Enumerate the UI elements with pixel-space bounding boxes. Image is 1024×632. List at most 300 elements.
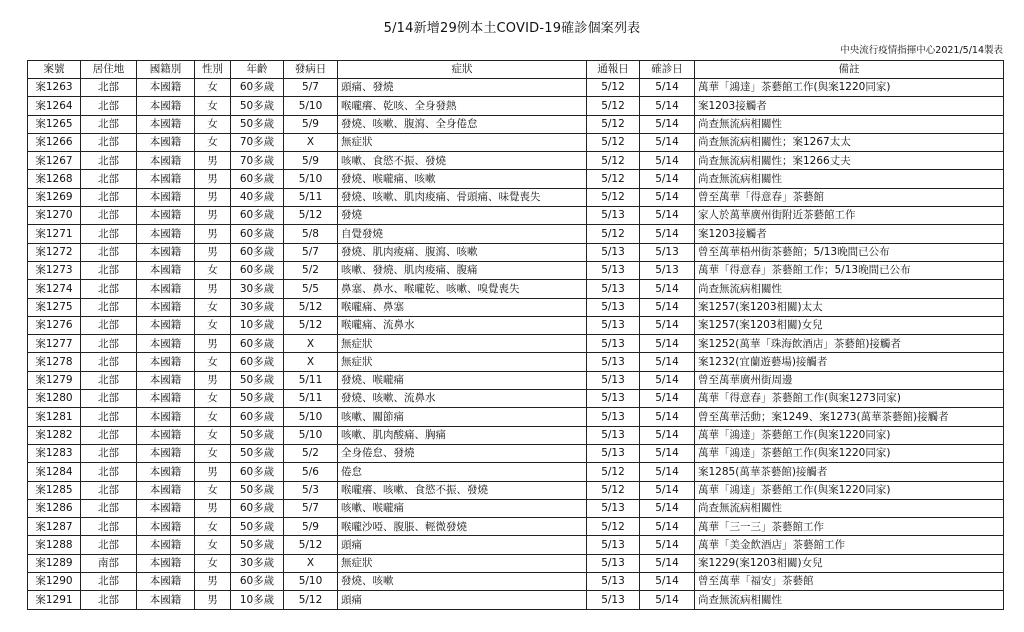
- cell-nationality: 本國籍: [137, 481, 195, 499]
- cell-sex: 男: [195, 573, 231, 591]
- column-header-nationality: 國籍別: [137, 61, 195, 79]
- table-row: [28, 152, 1004, 170]
- cell-remarks: 曾至萬華「福安」茶藝館: [695, 573, 1004, 591]
- table-row: [28, 444, 1004, 462]
- cell-sex: 女: [195, 390, 231, 408]
- cell-confirm-date: 5/14: [640, 554, 695, 572]
- cell-residence: 北部: [81, 573, 137, 591]
- table-row: [28, 518, 1004, 536]
- cell-onset-date: 5/7: [284, 243, 338, 261]
- cell-sex: 女: [195, 298, 231, 316]
- cell-remarks: 家人於萬華廣州街附近茶藝館工作: [695, 207, 1004, 225]
- cell-age: 50多歲: [231, 481, 284, 499]
- cell-residence: 北部: [81, 408, 137, 426]
- cell-sex: 男: [195, 207, 231, 225]
- cell-confirm-date: 5/14: [640, 444, 695, 462]
- cell-case-id: 案1269: [28, 188, 81, 206]
- cell-onset-date: 5/3: [284, 481, 338, 499]
- table-row: [28, 335, 1004, 353]
- cell-residence: 北部: [81, 444, 137, 462]
- cell-report-date: 5/12: [587, 133, 640, 151]
- cell-age: 30多歲: [231, 554, 284, 572]
- cell-report-date: 5/12: [587, 170, 640, 188]
- cell-nationality: 本國籍: [137, 188, 195, 206]
- cell-report-date: 5/12: [587, 463, 640, 481]
- table-row: [28, 280, 1004, 298]
- cell-symptoms: 咳嗽、關節痛: [338, 408, 587, 426]
- cell-report-date: 5/12: [587, 481, 640, 499]
- cell-onset-date: 5/10: [284, 426, 338, 444]
- cell-symptoms: 頭痛: [338, 536, 587, 554]
- cell-confirm-date: 5/13: [640, 243, 695, 261]
- cell-case-id: 案1280: [28, 390, 81, 408]
- cell-report-date: 5/13: [587, 426, 640, 444]
- cell-remarks: 曾至萬華梧州街茶藝館；5/13晚間已公布: [695, 243, 1004, 261]
- table-row: [28, 316, 1004, 334]
- cell-age: 60多歲: [231, 499, 284, 517]
- cell-age: 10多歲: [231, 591, 284, 609]
- cell-remarks: 案1229(案1203相關)女兒: [695, 554, 1004, 572]
- column-header-onset-date: 發病日: [284, 61, 338, 79]
- cell-remarks: 曾至萬華廣州街周邊: [695, 371, 1004, 389]
- column-header-age: 年齡: [231, 61, 284, 79]
- cell-remarks: 案1285(萬華茶藝館)接觸者: [695, 463, 1004, 481]
- cell-onset-date: 5/11: [284, 371, 338, 389]
- table-row: [28, 353, 1004, 371]
- cell-remarks: 曾至萬華活動；案1249、案1273(萬華茶藝館)接觸者: [695, 408, 1004, 426]
- cell-residence: 北部: [81, 536, 137, 554]
- cell-onset-date: 5/8: [284, 225, 338, 243]
- cell-symptoms: 喉嚨痛、流鼻水: [338, 316, 587, 334]
- cell-sex: 女: [195, 316, 231, 334]
- cell-symptoms: 發燒、咳嗽、肌肉痠痛、骨頭痛、味覺喪失: [338, 188, 587, 206]
- cell-confirm-date: 5/14: [640, 426, 695, 444]
- cell-age: 50多歲: [231, 390, 284, 408]
- cell-sex: 女: [195, 426, 231, 444]
- table-row: [28, 97, 1004, 115]
- cell-remarks: 萬華「鴻達」茶藝館工作(與案1220同家): [695, 444, 1004, 462]
- cell-confirm-date: 5/14: [640, 573, 695, 591]
- cell-age: 50多歲: [231, 97, 284, 115]
- cell-remarks: 萬華「得意春」茶藝館工作；5/13晚間已公布: [695, 261, 1004, 279]
- cell-remarks: 萬華「美金飲酒店」茶藝館工作: [695, 536, 1004, 554]
- cell-symptoms: 無症狀: [338, 335, 587, 353]
- cell-confirm-date: 5/14: [640, 225, 695, 243]
- cell-case-id: 案1286: [28, 499, 81, 517]
- cell-residence: 北部: [81, 426, 137, 444]
- cell-sex: 男: [195, 499, 231, 517]
- table-row: [28, 573, 1004, 591]
- cell-report-date: 5/13: [587, 207, 640, 225]
- table-row: [28, 207, 1004, 225]
- cell-onset-date: 5/9: [284, 518, 338, 536]
- document-subtitle: 中央流行疫情指揮中心2021/5/14製表: [840, 45, 1003, 56]
- cell-case-id: 案1279: [28, 371, 81, 389]
- table-row: [28, 591, 1004, 609]
- cell-case-id: 案1265: [28, 115, 81, 133]
- cell-report-date: 5/12: [587, 79, 640, 97]
- cell-confirm-date: 5/14: [640, 133, 695, 151]
- cell-age: 60多歲: [231, 463, 284, 481]
- cell-remarks: 萬華「鴻達」茶藝館工作(與案1220同家): [695, 426, 1004, 444]
- cell-remarks: 案1203接觸者: [695, 225, 1004, 243]
- cell-residence: 北部: [81, 79, 137, 97]
- cell-report-date: 5/12: [587, 518, 640, 536]
- table-row: [28, 225, 1004, 243]
- cell-onset-date: 5/12: [284, 591, 338, 609]
- cell-remarks: 案1232(宜蘭遊藝場)接觸者: [695, 353, 1004, 371]
- cell-report-date: 5/13: [587, 243, 640, 261]
- column-header-confirm-date: 確診日: [640, 61, 695, 79]
- cell-sex: 男: [195, 188, 231, 206]
- table-body: [28, 79, 1004, 610]
- cell-age: 30多歲: [231, 280, 284, 298]
- cell-residence: 北部: [81, 243, 137, 261]
- cell-onset-date: 5/7: [284, 499, 338, 517]
- cell-remarks: 尚查無流病相關性: [695, 115, 1004, 133]
- cell-age: 30多歲: [231, 298, 284, 316]
- cell-confirm-date: 5/14: [640, 518, 695, 536]
- cell-case-id: 案1277: [28, 335, 81, 353]
- cell-onset-date: X: [284, 353, 338, 371]
- cell-report-date: 5/13: [587, 499, 640, 517]
- cell-nationality: 本國籍: [137, 463, 195, 481]
- cell-remarks: 萬華「三一三」茶藝館工作: [695, 518, 1004, 536]
- cell-age: 60多歲: [231, 408, 284, 426]
- cell-sex: 女: [195, 115, 231, 133]
- cell-residence: 北部: [81, 518, 137, 536]
- table-row: [28, 133, 1004, 151]
- cell-case-id: 案1285: [28, 481, 81, 499]
- cell-sex: 女: [195, 536, 231, 554]
- cell-sex: 女: [195, 518, 231, 536]
- cell-remarks: 萬華「鴻達」茶藝館工作(與案1220同家): [695, 481, 1004, 499]
- cell-confirm-date: 5/14: [640, 298, 695, 316]
- cell-residence: 北部: [81, 316, 137, 334]
- cell-symptoms: 無症狀: [338, 554, 587, 572]
- cell-sex: 男: [195, 243, 231, 261]
- cell-residence: 北部: [81, 353, 137, 371]
- cell-nationality: 本國籍: [137, 115, 195, 133]
- cell-residence: 北部: [81, 133, 137, 151]
- table-row: [28, 170, 1004, 188]
- table-row: [28, 408, 1004, 426]
- cell-nationality: 本國籍: [137, 444, 195, 462]
- cell-symptoms: 喉嚨癢、乾咳、全身發熱: [338, 97, 587, 115]
- cell-residence: 北部: [81, 499, 137, 517]
- cell-report-date: 5/12: [587, 225, 640, 243]
- cell-confirm-date: 5/14: [640, 335, 695, 353]
- cell-symptoms: 喉嚨痛、鼻塞: [338, 298, 587, 316]
- cell-sex: 女: [195, 408, 231, 426]
- table-row: [28, 390, 1004, 408]
- table-row: [28, 115, 1004, 133]
- cell-age: 60多歲: [231, 243, 284, 261]
- cell-report-date: 5/13: [587, 573, 640, 591]
- cell-symptoms: 發燒、喉嚨痛、咳嗽: [338, 170, 587, 188]
- cell-confirm-date: 5/14: [640, 188, 695, 206]
- cell-report-date: 5/12: [587, 97, 640, 115]
- cell-symptoms: 發燒: [338, 207, 587, 225]
- cell-confirm-date: 5/14: [640, 115, 695, 133]
- cell-residence: 北部: [81, 170, 137, 188]
- cell-residence: 北部: [81, 463, 137, 481]
- cell-onset-date: X: [284, 554, 338, 572]
- cell-case-id: 案1263: [28, 79, 81, 97]
- cell-nationality: 本國籍: [137, 207, 195, 225]
- cell-age: 70多歲: [231, 133, 284, 151]
- cell-onset-date: X: [284, 335, 338, 353]
- table-row: [28, 554, 1004, 572]
- table-row: [28, 499, 1004, 517]
- cell-nationality: 本國籍: [137, 536, 195, 554]
- cell-onset-date: 5/7: [284, 79, 338, 97]
- cell-age: 60多歲: [231, 207, 284, 225]
- cell-symptoms: 頭痛: [338, 591, 587, 609]
- cell-case-id: 案1266: [28, 133, 81, 151]
- cell-remarks: 萬華「鴻達」茶藝館工作(與案1220同家): [695, 79, 1004, 97]
- cell-nationality: 本國籍: [137, 133, 195, 151]
- cell-sex: 女: [195, 444, 231, 462]
- cell-report-date: 5/13: [587, 298, 640, 316]
- cell-sex: 女: [195, 353, 231, 371]
- cell-sex: 男: [195, 152, 231, 170]
- document-title: 5/14新增29例本土COVID-19確診個案列表: [383, 21, 641, 36]
- cell-report-date: 5/13: [587, 335, 640, 353]
- cell-report-date: 5/12: [587, 152, 640, 170]
- cell-symptoms: 無症狀: [338, 133, 587, 151]
- cell-case-id: 案1288: [28, 536, 81, 554]
- cell-age: 10多歲: [231, 316, 284, 334]
- cell-report-date: 5/13: [587, 371, 640, 389]
- cell-case-id: 案1272: [28, 243, 81, 261]
- cell-onset-date: 5/10: [284, 170, 338, 188]
- cell-residence: 北部: [81, 188, 137, 206]
- cell-age: 60多歲: [231, 225, 284, 243]
- cell-onset-date: 5/10: [284, 408, 338, 426]
- cell-remarks: 尚查無流病相關性: [695, 280, 1004, 298]
- cell-residence: 北部: [81, 481, 137, 499]
- cell-age: 60多歲: [231, 335, 284, 353]
- cell-case-id: 案1270: [28, 207, 81, 225]
- case-list-table: [27, 60, 1004, 610]
- cell-symptoms: 喉嚨沙啞、腹脹、輕微發燒: [338, 518, 587, 536]
- cell-case-id: 案1284: [28, 463, 81, 481]
- cell-symptoms: 自覺發燒: [338, 225, 587, 243]
- cell-onset-date: 5/6: [284, 463, 338, 481]
- cell-confirm-date: 5/14: [640, 79, 695, 97]
- cell-sex: 男: [195, 371, 231, 389]
- cell-remarks: 尚查無流病相關性: [695, 591, 1004, 609]
- table-row: [28, 481, 1004, 499]
- cell-residence: 北部: [81, 591, 137, 609]
- cell-case-id: 案1283: [28, 444, 81, 462]
- cell-symptoms: 倦怠: [338, 463, 587, 481]
- cell-sex: 男: [195, 225, 231, 243]
- cell-confirm-date: 5/14: [640, 390, 695, 408]
- cell-symptoms: 喉嚨癢、咳嗽、食慾不振、發燒: [338, 481, 587, 499]
- cell-case-id: 案1267: [28, 152, 81, 170]
- cell-report-date: 5/13: [587, 280, 640, 298]
- cell-report-date: 5/13: [587, 536, 640, 554]
- cell-residence: 南部: [81, 554, 137, 572]
- cell-nationality: 本國籍: [137, 170, 195, 188]
- cell-report-date: 5/13: [587, 408, 640, 426]
- cell-age: 60多歲: [231, 261, 284, 279]
- cell-onset-date: 5/11: [284, 390, 338, 408]
- cell-report-date: 5/13: [587, 353, 640, 371]
- cell-case-id: 案1281: [28, 408, 81, 426]
- cell-sex: 男: [195, 463, 231, 481]
- cell-age: 60多歲: [231, 573, 284, 591]
- cell-onset-date: 5/12: [284, 298, 338, 316]
- cell-symptoms: 發燒、喉嚨痛: [338, 371, 587, 389]
- cell-case-id: 案1276: [28, 316, 81, 334]
- cell-nationality: 本國籍: [137, 79, 195, 97]
- cell-nationality: 本國籍: [137, 554, 195, 572]
- cell-symptoms: 鼻塞、鼻水、喉嚨乾、咳嗽、嗅覺喪失: [338, 280, 587, 298]
- cell-symptoms: 無症狀: [338, 353, 587, 371]
- cell-residence: 北部: [81, 261, 137, 279]
- cell-onset-date: 5/9: [284, 115, 338, 133]
- cell-nationality: 本國籍: [137, 426, 195, 444]
- cell-sex: 女: [195, 97, 231, 115]
- table-row: [28, 371, 1004, 389]
- cell-confirm-date: 5/14: [640, 97, 695, 115]
- cell-onset-date: 5/9: [284, 152, 338, 170]
- cell-nationality: 本國籍: [137, 499, 195, 517]
- cell-nationality: 本國籍: [137, 591, 195, 609]
- cell-report-date: 5/13: [587, 390, 640, 408]
- cell-nationality: 本國籍: [137, 390, 195, 408]
- cell-confirm-date: 5/14: [640, 316, 695, 334]
- cell-residence: 北部: [81, 390, 137, 408]
- cell-confirm-date: 5/14: [640, 170, 695, 188]
- cell-residence: 北部: [81, 280, 137, 298]
- column-header-residence: 居住地: [81, 61, 137, 79]
- cell-age: 70多歲: [231, 152, 284, 170]
- cell-residence: 北部: [81, 152, 137, 170]
- cell-confirm-date: 5/14: [640, 371, 695, 389]
- cell-sex: 男: [195, 591, 231, 609]
- cell-report-date: 5/13: [587, 591, 640, 609]
- cell-onset-date: 5/11: [284, 188, 338, 206]
- table-row: [28, 243, 1004, 261]
- table-header: [28, 61, 1004, 79]
- cell-symptoms: 發燒、咳嗽、腹瀉、全身倦怠: [338, 115, 587, 133]
- cell-sex: 女: [195, 79, 231, 97]
- cell-report-date: 5/13: [587, 444, 640, 462]
- cell-remarks: 尚查無流病相關性；案1267太太: [695, 133, 1004, 151]
- table-row: [28, 261, 1004, 279]
- cell-confirm-date: 5/14: [640, 408, 695, 426]
- cell-remarks: 案1257(案1203相關)太太: [695, 298, 1004, 316]
- cell-age: 60多歲: [231, 170, 284, 188]
- cell-confirm-date: 5/14: [640, 152, 695, 170]
- cell-age: 50多歲: [231, 518, 284, 536]
- cell-nationality: 本國籍: [137, 316, 195, 334]
- cell-residence: 北部: [81, 371, 137, 389]
- cell-case-id: 案1291: [28, 591, 81, 609]
- cell-case-id: 案1287: [28, 518, 81, 536]
- cell-age: 50多歲: [231, 426, 284, 444]
- cell-sex: 女: [195, 481, 231, 499]
- cell-symptoms: 咳嗽、食慾不振、發燒: [338, 152, 587, 170]
- cell-symptoms: 發燒、咳嗽: [338, 573, 587, 591]
- cell-nationality: 本國籍: [137, 518, 195, 536]
- cell-onset-date: 5/10: [284, 97, 338, 115]
- cell-remarks: 尚查無流病相關性: [695, 170, 1004, 188]
- cell-symptoms: 頭痛、發燒: [338, 79, 587, 97]
- cell-onset-date: 5/2: [284, 444, 338, 462]
- table-row: [28, 536, 1004, 554]
- cell-residence: 北部: [81, 207, 137, 225]
- column-header-case-id: 案號: [28, 61, 81, 79]
- cell-residence: 北部: [81, 225, 137, 243]
- cell-case-id: 案1268: [28, 170, 81, 188]
- cell-nationality: 本國籍: [137, 371, 195, 389]
- cell-remarks: 尚查無流病相關性: [695, 499, 1004, 517]
- cell-residence: 北部: [81, 335, 137, 353]
- cell-symptoms: 咳嗽、肌肉酸痛、胸痛: [338, 426, 587, 444]
- cell-onset-date: 5/12: [284, 207, 338, 225]
- cell-age: 50多歲: [231, 536, 284, 554]
- cell-age: 50多歲: [231, 115, 284, 133]
- cell-confirm-date: 5/14: [640, 353, 695, 371]
- cell-confirm-date: 5/14: [640, 499, 695, 517]
- cell-confirm-date: 5/14: [640, 207, 695, 225]
- cell-case-id: 案1278: [28, 353, 81, 371]
- cell-residence: 北部: [81, 115, 137, 133]
- cell-symptoms: 發燒、咳嗽、流鼻水: [338, 390, 587, 408]
- cell-nationality: 本國籍: [137, 225, 195, 243]
- cell-remarks: 案1257(案1203相關)女兒: [695, 316, 1004, 334]
- cell-age: 40多歲: [231, 188, 284, 206]
- cell-nationality: 本國籍: [137, 280, 195, 298]
- cell-onset-date: X: [284, 133, 338, 151]
- cell-remarks: 曾至萬華「得意春」茶藝館: [695, 188, 1004, 206]
- cell-onset-date: 5/12: [284, 316, 338, 334]
- cell-report-date: 5/12: [587, 115, 640, 133]
- table-row: [28, 463, 1004, 481]
- cell-nationality: 本國籍: [137, 353, 195, 371]
- cell-nationality: 本國籍: [137, 335, 195, 353]
- cell-case-id: 案1282: [28, 426, 81, 444]
- cell-remarks: 案1203接觸者: [695, 97, 1004, 115]
- cell-sex: 女: [195, 261, 231, 279]
- cell-confirm-date: 5/13: [640, 261, 695, 279]
- column-header-symptoms: 症狀: [338, 61, 587, 79]
- cell-symptoms: 發燒、肌肉痠痛、腹瀉、咳嗽: [338, 243, 587, 261]
- cell-remarks: 案1252(萬華「珠海飲酒店」茶藝館)接觸者: [695, 335, 1004, 353]
- cell-confirm-date: 5/14: [640, 536, 695, 554]
- cell-case-id: 案1271: [28, 225, 81, 243]
- cell-confirm-date: 5/14: [640, 463, 695, 481]
- cell-residence: 北部: [81, 298, 137, 316]
- cell-sex: 男: [195, 335, 231, 353]
- cell-nationality: 本國籍: [137, 573, 195, 591]
- cell-report-date: 5/13: [587, 316, 640, 334]
- cell-case-id: 案1264: [28, 97, 81, 115]
- cell-symptoms: 全身倦怠、發燒: [338, 444, 587, 462]
- cell-sex: 女: [195, 554, 231, 572]
- cell-nationality: 本國籍: [137, 298, 195, 316]
- cell-onset-date: 5/12: [284, 536, 338, 554]
- cell-case-id: 案1289: [28, 554, 81, 572]
- cell-age: 50多歲: [231, 371, 284, 389]
- cell-case-id: 案1273: [28, 261, 81, 279]
- cell-report-date: 5/13: [587, 554, 640, 572]
